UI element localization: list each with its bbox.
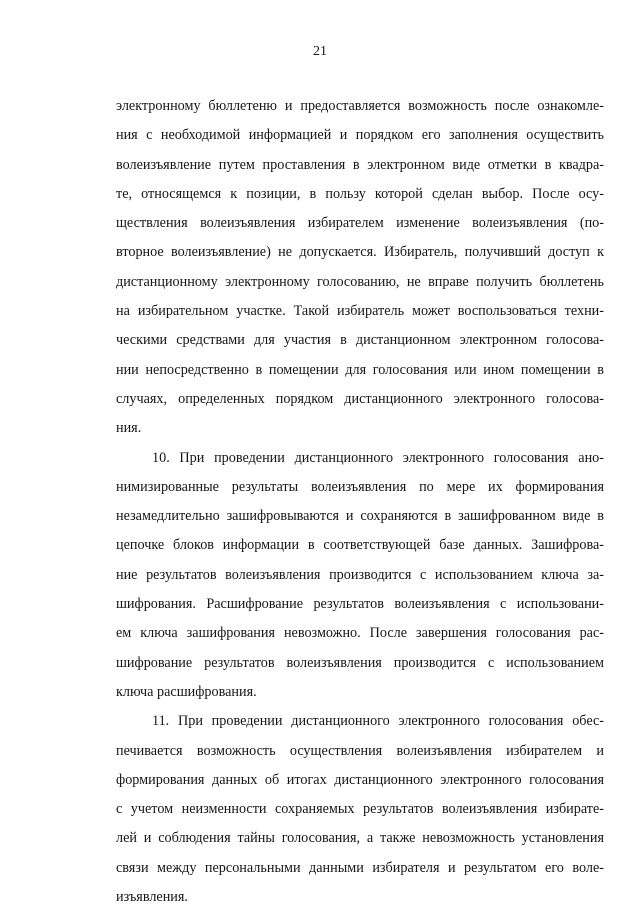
- text-line: формирования данных об итогах дистанционного электронного голосования: [116, 771, 604, 788]
- text-line: ния с необходимой информацией и порядком его заполнения осуществить: [116, 127, 604, 144]
- paragraph: [116, 92, 604, 444]
- text-line: ческими средствами для участия в дистанционном электронном голосова-: [116, 332, 604, 349]
- text-line: печивается возможность осуществления волеизъявления избирателем и: [116, 742, 604, 759]
- text-line: нии непосредственно в помещении для голосования или ином помещении в: [116, 361, 604, 378]
- text-line: незамедлительно зашифровываются и сохраняются в зашифрованном виде в: [116, 508, 604, 525]
- text-line: ществления волеизъявления избирателем изменение волеизъявления (по-: [116, 215, 604, 232]
- text-line: ние результатов волеизъявления производится с использованием ключа за-: [116, 566, 604, 583]
- text-line: лей и соблюдения тайны голосования, а также невозможность установления: [116, 830, 604, 847]
- text-line: ключа расшифрования.: [116, 683, 257, 700]
- text-line: 11. При проведении дистанционного электронного голосования обес-: [152, 713, 604, 730]
- document-body: [116, 92, 604, 912]
- text-line: изъявления.: [116, 889, 188, 906]
- text-line: шифрование результатов волеизъявления производится с использованием: [116, 654, 604, 671]
- text-line: шифрования. Расшифрование результатов волеизъявления с использовани-: [116, 596, 604, 613]
- page-number: 21: [313, 44, 327, 59]
- text-line: ем ключа зашифрования невозможно. После завершения голосования рас-: [116, 625, 604, 642]
- text-line: случаях, определенных порядком дистанционного электронного голосова-: [116, 390, 604, 407]
- text-line: связи между персональными данными избирателя и результатом его воле-: [116, 859, 604, 876]
- text-line: цепочке блоков информации в соответствующей базе данных. Зашифрова-: [116, 537, 604, 554]
- text-line: вторное волеизъявление) не допускается. Избиратель, получивший доступ к: [116, 244, 604, 261]
- text-line: волеизъявление путем проставления в электронном виде отметки в квадра-: [116, 156, 604, 173]
- text-line: нимизированные результаты волеизъявления по мере их формирования: [116, 478, 604, 495]
- text-line: дистанционному электронному голосованию, не вправе получить бюллетень: [116, 273, 604, 290]
- paragraph: [116, 444, 604, 708]
- text-line: ния.: [116, 420, 142, 437]
- text-line: те, относящемся к позиции, в пользу которой сделан выбор. После осу-: [116, 185, 604, 202]
- text-line: с учетом неизменности сохраняемых результатов волеизъявления избирате-: [116, 801, 604, 818]
- text-line: 10. При проведении дистанционного электронного голосования ано-: [152, 449, 604, 466]
- text-line: электронному бюллетеню и предоставляется возможность после ознакомле-: [116, 98, 604, 114]
- paragraph: [116, 707, 604, 912]
- text-line: на избирательном участке. Такой избиратель может воспользоваться техни-: [116, 303, 604, 320]
